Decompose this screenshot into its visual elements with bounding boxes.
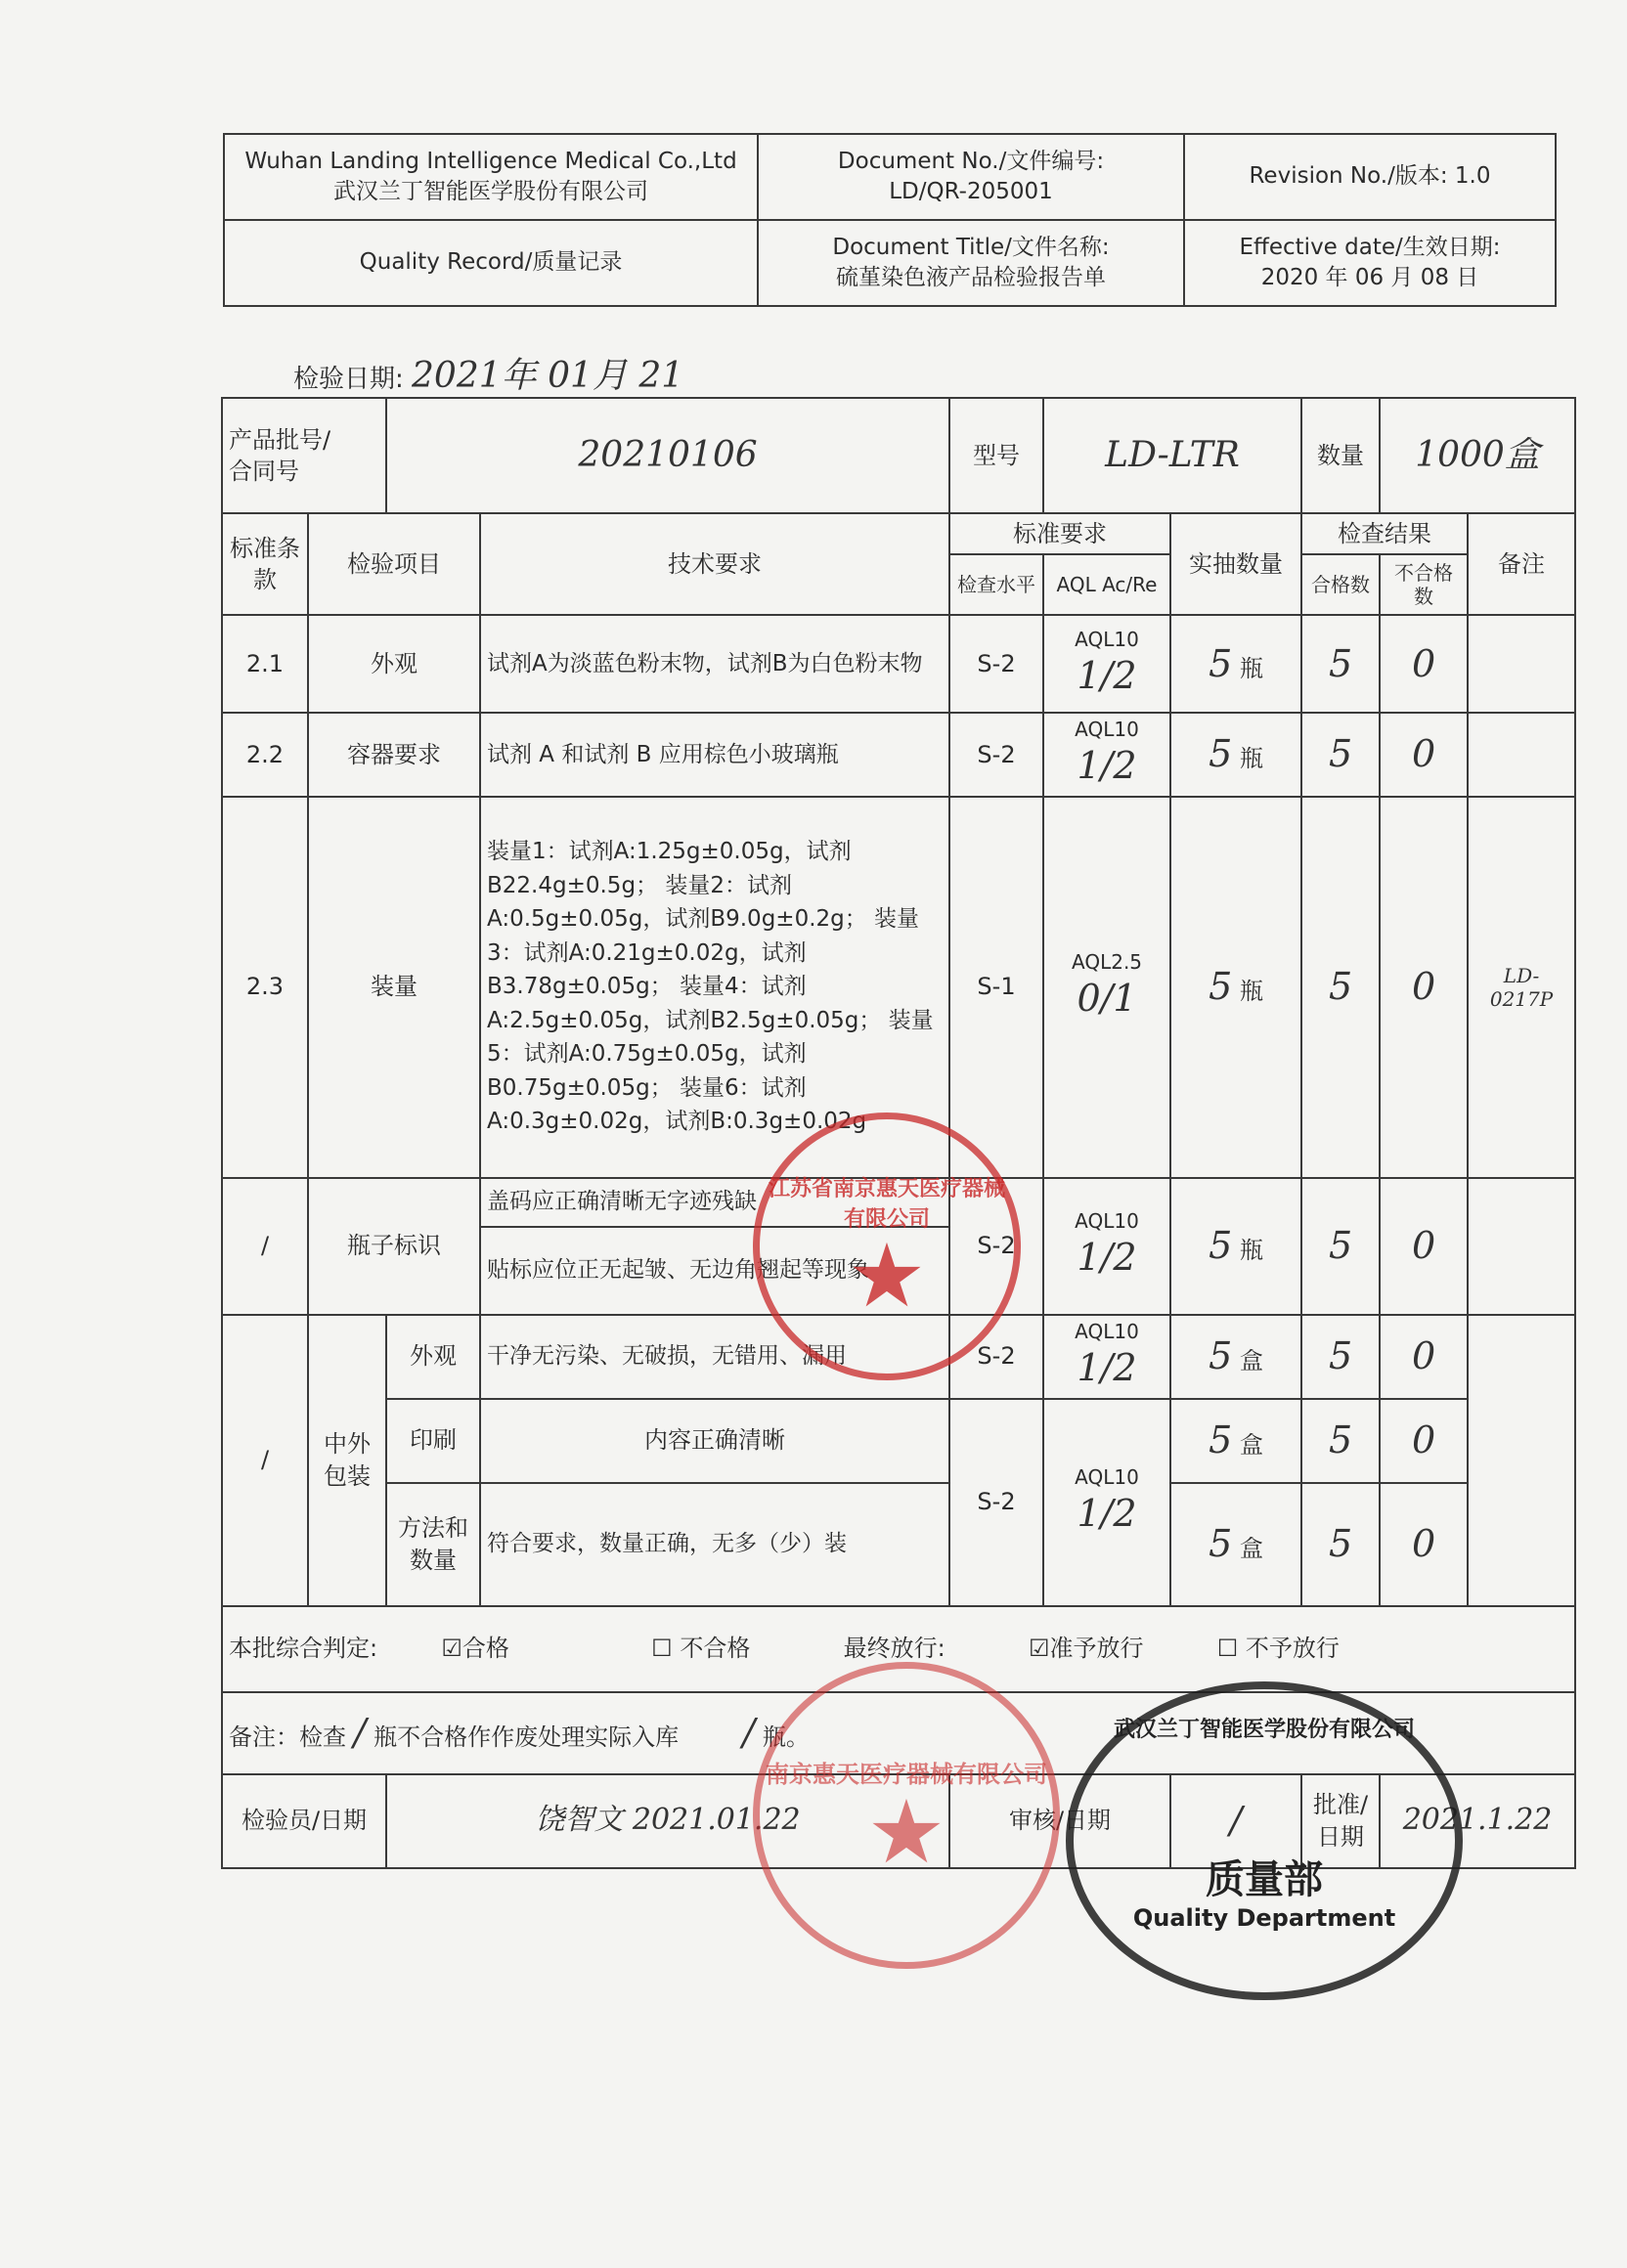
company-cell [224,134,758,220]
pass-count: 5 [1301,797,1380,1178]
table-row [222,1399,1575,1483]
sample-qty: 5 [1209,641,1233,685]
requirement: 内容正确清晰 [480,1399,949,1483]
fail-checkbox[interactable]: ☐ 不合格 [651,1635,751,1663]
inspection-level: S-2 [949,713,1043,796]
ac-re: 1/2 [1077,1492,1137,1536]
col-inspection-level: 检查水平 [949,554,1043,615]
table-row [222,1483,1575,1606]
sample-qty: 5 [1209,1224,1233,1268]
pass-checkbox[interactable]: ☑合格 [441,1635,509,1663]
approver-label: 批准/日期 [1301,1774,1380,1868]
pass-count: 5 [1301,1178,1380,1315]
remark [1468,713,1575,796]
record-type: Quality Record/质量记录 [224,220,758,306]
judgement-label: 本批综合判定: [229,1635,378,1663]
model-value: LD-LTR [1043,398,1301,513]
fail-count: 0 [1380,1483,1468,1606]
release-no-checkbox[interactable]: ☐ 不予放行 [1216,1635,1340,1663]
document-title-label: Document Title/文件名称: [832,234,1110,260]
note-suffix: 瓶。 [762,1723,810,1752]
quality-department-seal [1066,1681,1463,2000]
document-number-label: Document No./文件编号: [837,148,1105,174]
ac-re: 0/1 [1077,977,1137,1021]
reviewer-label: 审核/日期 [949,1774,1170,1868]
sample-unit: 瓶 [1239,978,1263,1006]
col-clause: 标准条款 [222,513,308,615]
inspection-level: S-2 [949,1399,1043,1606]
remark: LD-0217P [1468,797,1575,1178]
col-pass-count: 合格数 [1301,554,1380,615]
clause: 2.1 [222,615,308,713]
clause: 2.2 [222,713,308,796]
red-seal-1-text: 江苏省南京惠天医疗器械有限公司 [768,1177,1005,1232]
table-row [222,615,1575,713]
black-seal-cn: 质量部 [1206,1856,1323,1902]
aql: AQL10 [1075,1465,1139,1490]
reviewer-signature: / [1170,1774,1301,1868]
sample-unit: 盒 [1239,1535,1263,1563]
release-label: 最终放行: [843,1635,945,1663]
ac-re: 1/2 [1077,1236,1137,1280]
effective-date-cell [1184,220,1556,306]
clause: / [222,1315,308,1606]
ac-re: 1/2 [1077,653,1137,697]
requirement: 贴标应位正无起皱、无边角翘起等现象 [480,1227,949,1315]
inspection-date [293,348,683,398]
model-label: 型号 [949,398,1043,513]
requirement: 装量1：试剂A:1.25g±0.05g，试剂B22.4g±0.5g； 装量2：试剂A:0.5g±0.05g，试剂B9.0g±0.2g； 装量3：试剂A:0.21g±0.02g，试剂B3.78g±0.05g； 装量4：试剂A:2.5g±0.05g，试剂B2.5g±0.05g； 装量5：试剂A:0.75g±0.05g，试剂B0.75g±0.05g； 装量6：试剂A:0.3g±0.02g，试剂B:0.3g±0.02g [480,797,949,1178]
company-name-cn: 武汉兰丁智能医学股份有限公司 [333,179,648,204]
ac-re: 1/2 [1077,1346,1137,1390]
document-number-cell [758,134,1184,220]
note-prefix: 备注：检查 [229,1723,346,1752]
pass-count: 5 [1301,1483,1380,1606]
revision-number: Revision No./版本: 1.0 [1184,134,1556,220]
remark [1468,1315,1575,1606]
fail-count: 0 [1380,615,1468,713]
batch-label-line-1: 产品批号/ [229,425,331,454]
red-seal-2-text: 南京惠天医疗器械有限公司 [766,1760,1047,1788]
red-company-seal-1 [753,1112,1021,1380]
note-count-2: / [742,1711,756,1755]
col-aql: AQL Ac/Re [1043,554,1170,615]
aql: AQL2.5 [1072,950,1143,975]
item: 装量 [308,797,480,1178]
star-icon: ★ [866,1780,946,1884]
document-header [223,133,1557,307]
requirement: 试剂A为淡蓝色粉末物，试剂B为白色粉末物 [480,615,949,713]
table-row [222,713,1575,796]
col-item: 检验项目 [308,513,480,615]
item: 容器要求 [308,713,480,796]
sample-unit: 瓶 [1239,745,1263,773]
fail-count: 0 [1380,1315,1468,1399]
quantity-value: 1000盒 [1380,398,1575,513]
col-sample-qty: 实抽数量 [1170,513,1301,615]
company-name-en: Wuhan Landing Intelligence Medical Co.,Ltd [244,148,737,174]
sample-qty: 5 [1209,965,1233,1009]
pass-count: 5 [1301,615,1380,713]
col-fail-count: 不合格数 [1380,554,1468,615]
clause: / [222,1178,308,1315]
pass-count: 5 [1301,713,1380,796]
col-remark: 备注 [1468,513,1575,615]
sample-qty: 5 [1209,1418,1233,1462]
col-tech-req: 技术要求 [480,513,949,615]
inspection-level: S-2 [949,615,1043,713]
requirement: 干净无污染、无破损，无错用、漏用 [480,1315,949,1399]
aql: AQL10 [1075,1209,1139,1234]
item: 瓶子标识 [308,1178,480,1315]
requirement: 盖码应正确清晰无字迹残缺 [480,1178,949,1227]
sample-qty: 5 [1209,1334,1233,1378]
requirement: 符合要求，数量正确，无多（少）装 [480,1483,949,1606]
release-yes-checkbox[interactable]: ☑准予放行 [1028,1635,1144,1663]
inspector-signature: 饶智文 2021.01.22 [386,1774,949,1868]
ac-re: 1/2 [1077,744,1137,788]
item: 印刷 [386,1399,480,1483]
red-company-seal-2 [753,1662,1060,1969]
aql: AQL10 [1075,1320,1139,1344]
black-seal-ring-text: 武汉兰丁智能医学股份有限公司 [1113,1718,1415,1742]
clause: 2.3 [222,797,308,1178]
black-seal-en: Quality Department [1132,1903,1396,1932]
inspection-level: S-2 [949,1315,1043,1399]
col-result: 检查结果 [1301,513,1468,554]
sample-qty: 5 [1209,1522,1233,1566]
item: 方法和数量 [386,1483,480,1606]
packaging-group: 中外包装 [308,1315,386,1606]
pass-count: 5 [1301,1315,1380,1399]
approver-signature: 2021.1.22 [1380,1774,1575,1868]
sample-unit: 瓶 [1239,1237,1263,1265]
col-standard-req: 标准要求 [949,513,1170,554]
item: 外观 [386,1315,480,1399]
requirement: 试剂 A 和试剂 B 应用棕色小玻璃瓶 [480,713,949,796]
fail-count: 0 [1380,1178,1468,1315]
effective-date-label: Effective date/生效日期: [1239,234,1501,260]
pass-count: 5 [1301,1399,1380,1483]
item: 外观 [308,615,480,713]
sample-unit: 盒 [1239,1347,1263,1375]
batch-value: 20210106 [386,398,949,513]
remark [1468,615,1575,713]
remark [1468,1178,1575,1315]
note-middle: 瓶不合格作作废处理实际入库 [374,1723,680,1752]
document-title-value: 硫堇染色液产品检验报告单 [836,265,1106,290]
inspection-date-value: 2021年 01月 21 [412,356,684,396]
effective-date-value: 2020 年 06 月 08 日 [1260,265,1479,290]
star-icon: ★ [847,1225,927,1328]
inspector-label: 检验员/日期 [222,1774,386,1868]
batch-label [222,398,386,513]
inspection-level: S-1 [949,797,1043,1178]
sample-unit: 盒 [1239,1431,1263,1460]
sample-qty: 5 [1209,732,1233,776]
inspection-level: S-2 [949,1178,1043,1315]
fail-count: 0 [1380,797,1468,1178]
quantity-label: 数量 [1301,398,1380,513]
fail-count: 0 [1380,1399,1468,1483]
note-count: / [353,1711,367,1755]
aql: AQL10 [1075,627,1139,651]
batch-label-line-2: 合同号 [229,458,299,485]
sample-unit: 瓶 [1239,654,1263,682]
inspection-date-label: 检验日期: [293,365,404,394]
document-number-value: LD/QR-205001 [889,179,1053,204]
aql: AQL10 [1075,718,1139,742]
fail-count: 0 [1380,713,1468,796]
document-title-cell [758,220,1184,306]
